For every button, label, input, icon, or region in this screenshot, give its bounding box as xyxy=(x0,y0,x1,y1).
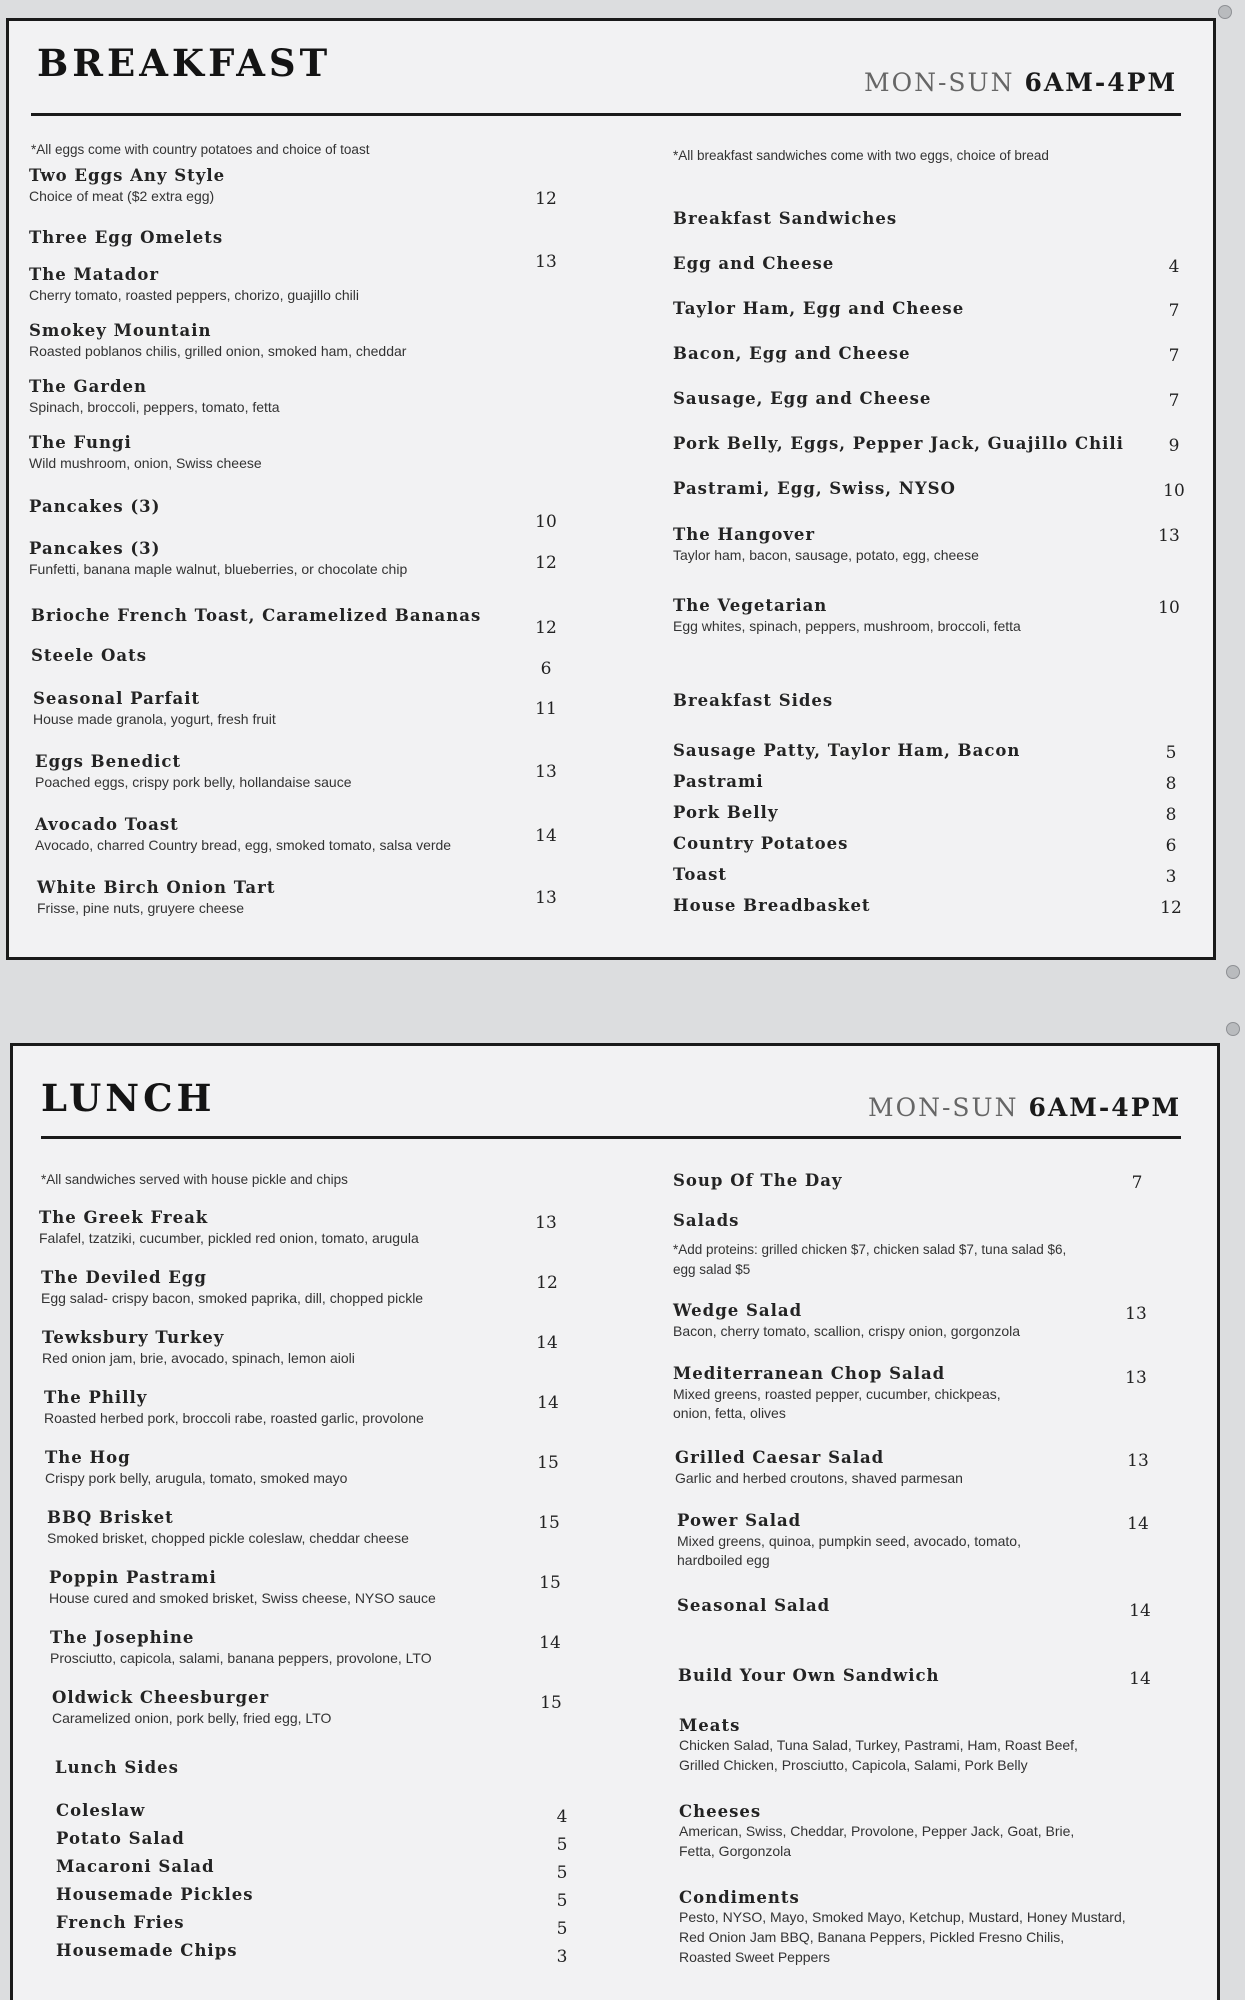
item-price: 7 xyxy=(1168,301,1180,321)
item-name: The Josephine xyxy=(50,1628,195,1647)
item-description: Crispy pork belly, arugula, tomato, smoked mayo xyxy=(45,1470,348,1486)
item-name: Poppin Pastrami xyxy=(49,1568,217,1587)
item-description: Avocado, charred Country bread, egg, smoked tomato, salsa verde xyxy=(35,837,452,853)
breakfast-sides-heading: Breakfast Sides xyxy=(673,691,834,710)
menu-item xyxy=(673,1364,1001,1423)
item-description: Smoked brisket, chopped pickle coleslaw, cheddar cheese xyxy=(47,1530,409,1546)
salads-note: egg salad $5 xyxy=(673,1262,751,1277)
item-description: Cherry tomato, roasted peppers, chorizo, guajillo chili xyxy=(29,287,359,303)
item-description: Choice of meat ($2 extra egg) xyxy=(29,188,215,204)
item-price: 14 xyxy=(536,1333,558,1353)
item-name: Pastrami, Egg, Swiss, NYSO xyxy=(673,479,956,498)
salads-heading: Salads xyxy=(673,1211,740,1230)
item-price: 13 xyxy=(1127,1451,1149,1471)
breakfast-menu xyxy=(6,18,1216,960)
menu-item xyxy=(41,1268,423,1308)
item-price: 12 xyxy=(1160,898,1182,918)
side-item: Potato Salad xyxy=(56,1829,185,1848)
item-price: 3 xyxy=(1165,867,1177,887)
byo-group xyxy=(679,1716,1078,1776)
item-price: 6 xyxy=(1165,836,1177,856)
hours-time: 6AM-4PM xyxy=(1024,68,1178,97)
side-item: House Breadbasket xyxy=(673,896,871,915)
menu-item xyxy=(677,1511,1021,1570)
item-name: The Garden xyxy=(29,377,148,396)
item-description: Bacon, cherry tomato, scallion, crispy onion, gorgonzola xyxy=(673,1323,1021,1339)
side-item: Housemade Pickles xyxy=(56,1885,254,1904)
item-price: 8 xyxy=(1165,774,1177,794)
build-your-own-sandwich xyxy=(678,1666,940,1685)
breakfast-hours xyxy=(864,68,1177,97)
side-item: Toast xyxy=(673,865,727,884)
item-description: Egg whites, spinach, peppers, mushroom, broccoli, fetta xyxy=(673,618,1021,634)
item-description: House cured and smoked brisket, Swiss cheese, NYSO sauce xyxy=(49,1590,436,1606)
item-name: Pancakes (3) xyxy=(29,497,161,516)
soup-price: 7 xyxy=(1131,1173,1143,1193)
item-description: Falafel, tzatziki, cucumber, pickled red onion, tomato, arugula xyxy=(39,1230,419,1246)
item-price: 10 xyxy=(1158,598,1180,618)
item-description: hardboiled egg xyxy=(677,1552,770,1568)
item-price: 14 xyxy=(1129,1601,1151,1621)
menu-item xyxy=(673,299,964,320)
side-item: Macaroni Salad xyxy=(56,1857,215,1876)
menu-item xyxy=(29,166,225,206)
pin-icon xyxy=(1226,965,1240,979)
salads-note: *Add proteins: grilled chicken $7, chicken salad $7, tuna salad $6, xyxy=(673,1242,1067,1257)
menu-item xyxy=(52,1688,331,1728)
item-description: Mixed greens, roasted pepper, cucumber, chickpeas, xyxy=(673,1386,1001,1402)
menu-item xyxy=(47,1508,409,1548)
soup-of-the-day xyxy=(673,1171,843,1190)
byo-options: Grilled Chicken, Prosciutto, Capicola, Salami, Pork Belly xyxy=(679,1757,1028,1773)
item-name: The Fungi xyxy=(29,433,132,452)
hours-days: MON-SUN xyxy=(864,68,1015,97)
byo-options: Roasted Sweet Peppers xyxy=(679,1949,830,1965)
item-price: 10 xyxy=(1163,481,1185,501)
item-name: The Vegetarian xyxy=(673,596,828,615)
item-price: 15 xyxy=(538,1513,560,1533)
item-price: 11 xyxy=(535,699,557,719)
item-price: 15 xyxy=(539,1573,561,1593)
item-name: Oldwick Cheesburger xyxy=(52,1688,270,1707)
menu-item xyxy=(29,321,406,361)
side-item: Coleslaw xyxy=(56,1801,146,1820)
item-price: 13 xyxy=(1125,1368,1147,1388)
byo-group xyxy=(679,1888,1126,1967)
item-description: onion, fetta, olives xyxy=(673,1405,786,1421)
item-description: Roasted poblanos chilis, grilled onion, smoked ham, cheddar xyxy=(29,343,407,359)
item-name: BBQ Brisket xyxy=(47,1508,174,1527)
item-name: The Hog xyxy=(45,1448,131,1467)
lunch-sides-heading: Lunch Sides xyxy=(55,1758,179,1777)
byo-options: Red Onion Jam BBQ, Banana Peppers, Pickled Fresno Chilis, xyxy=(679,1929,1065,1945)
item-price: 12 xyxy=(536,1273,558,1293)
item-description: Wild mushroom, onion, Swiss cheese xyxy=(29,455,262,471)
item-price: 6 xyxy=(540,659,552,679)
byo-price: 14 xyxy=(1129,1669,1151,1689)
item-name: Soup Of The Day xyxy=(673,1171,843,1190)
item-name: Steele Oats xyxy=(31,646,148,665)
menu-item xyxy=(29,265,359,305)
item-name: The Greek Freak xyxy=(39,1208,209,1227)
menu-item xyxy=(673,1301,1020,1341)
item-price: 8 xyxy=(1165,805,1177,825)
item-price: 7 xyxy=(1168,346,1180,366)
item-description: Frisse, pine nuts, gruyere cheese xyxy=(37,900,244,916)
menu-item xyxy=(29,497,160,518)
item-price: 5 xyxy=(556,1863,568,1883)
item-price: 12 xyxy=(535,618,557,638)
lunch-menu xyxy=(10,1043,1220,2000)
item-name: Sausage, Egg and Cheese xyxy=(673,389,932,408)
item-description: Garlic and herbed croutons, shaved parmesan xyxy=(675,1470,963,1486)
lunch-title: LUNCH xyxy=(41,1076,216,1120)
menu-item xyxy=(673,525,979,565)
item-price: 3 xyxy=(556,1947,568,1967)
item-price: 10 xyxy=(535,512,557,532)
item-name: Bacon, Egg and Cheese xyxy=(673,344,911,363)
item-name: The Hangover xyxy=(673,525,816,544)
byo-options: Fetta, Gorgonzola xyxy=(679,1843,792,1859)
item-price: 13 xyxy=(1125,1304,1147,1324)
side-item: Pastrami xyxy=(673,772,764,791)
breakfast-right-note: *All breakfast sandwiches come with two eggs, choice of bread xyxy=(673,148,1049,163)
breakfast-left-note: *All eggs come with country potatoes and choice of toast xyxy=(31,142,370,157)
pin-icon xyxy=(1218,5,1232,19)
lunch-hours xyxy=(868,1093,1181,1122)
item-name: Smokey Mountain xyxy=(29,321,212,340)
menu-item xyxy=(44,1388,424,1428)
byo-group-title: Cheeses xyxy=(679,1802,762,1821)
side-item: Country Potatoes xyxy=(673,834,849,853)
item-name: The Matador xyxy=(29,265,160,284)
item-name: Two Eggs Any Style xyxy=(29,166,226,185)
item-price: 4 xyxy=(1168,257,1180,277)
menu-item xyxy=(29,433,262,473)
item-name: Wedge Salad xyxy=(673,1301,803,1320)
item-description: Spinach, broccoli, peppers, tomato, fetta xyxy=(29,399,280,415)
header-rule xyxy=(31,113,1181,116)
item-description: Egg salad- crispy bacon, smoked paprika, dill, chopped pickle xyxy=(41,1290,424,1306)
breakfast-sandwiches-heading: Breakfast Sandwiches xyxy=(673,209,898,228)
menu-item xyxy=(29,228,223,249)
item-name: Three Egg Omelets xyxy=(29,228,224,247)
menu-item xyxy=(29,377,280,417)
menu-item xyxy=(31,606,481,627)
byo-group xyxy=(679,1802,1074,1862)
item-price: 13 xyxy=(535,888,557,908)
item-name: Pancakes (3) xyxy=(29,539,161,558)
item-description: Poached eggs, crispy pork belly, hollandaise sauce xyxy=(35,774,352,790)
side-item: Pork Belly xyxy=(673,803,779,822)
side-item: Housemade Chips xyxy=(56,1941,238,1960)
menu-item xyxy=(37,878,275,918)
item-price: 14 xyxy=(537,1393,559,1413)
hours-time: 6AM-4PM xyxy=(1028,1093,1182,1122)
menu-item xyxy=(45,1448,347,1488)
item-name: Egg and Cheese xyxy=(673,254,835,273)
item-name: Tewksbury Turkey xyxy=(42,1328,225,1347)
menu-item xyxy=(673,254,834,275)
item-price: 13 xyxy=(535,1213,557,1233)
item-description: Red onion jam, brie, avocado, spinach, lemon aioli xyxy=(42,1350,355,1366)
item-price: 14 xyxy=(535,826,557,846)
byo-group-title: Meats xyxy=(679,1716,741,1735)
item-name: Grilled Caesar Salad xyxy=(675,1448,885,1467)
item-name: Seasonal Salad xyxy=(677,1596,831,1615)
menu-item xyxy=(677,1596,830,1617)
breakfast-title: BREAKFAST xyxy=(37,41,332,85)
item-description: Funfetti, banana maple walnut, blueberries, or chocolate chip xyxy=(29,561,408,577)
item-price: 15 xyxy=(540,1693,562,1713)
item-description: Caramelized onion, pork belly, fried egg, LTO xyxy=(52,1710,332,1726)
menu-item xyxy=(673,479,956,500)
item-name: Mediterranean Chop Salad xyxy=(673,1364,946,1383)
item-name: The Philly xyxy=(44,1388,148,1407)
menu-item xyxy=(673,434,1124,455)
menu-item xyxy=(31,646,147,667)
menu-item xyxy=(673,389,931,410)
menu-item xyxy=(33,689,276,729)
header-rule xyxy=(41,1136,1181,1139)
byo-group-title: Condiments xyxy=(679,1888,800,1907)
item-name: Seasonal Parfait xyxy=(33,689,201,708)
item-price: 4 xyxy=(556,1807,568,1827)
side-item: French Fries xyxy=(56,1913,185,1932)
item-name: Build Your Own Sandwich xyxy=(678,1666,940,1685)
item-price: 13 xyxy=(535,252,557,272)
item-name: Eggs Benedict xyxy=(35,752,182,771)
item-price: 5 xyxy=(556,1835,568,1855)
item-description: Roasted herbed pork, broccoli rabe, roasted garlic, provolone xyxy=(44,1410,424,1426)
byo-options: American, Swiss, Cheddar, Provolone, Pepper Jack, Goat, Brie, xyxy=(679,1823,1075,1839)
menu-item xyxy=(42,1328,355,1368)
byo-options: Pesto, NYSO, Mayo, Smoked Mayo, Ketchup, Mustard, Honey Mustard, xyxy=(679,1909,1126,1925)
item-name: Power Salad xyxy=(677,1511,802,1530)
menu-item xyxy=(29,539,407,579)
item-name: Taylor Ham, Egg and Cheese xyxy=(673,299,965,318)
menu-item xyxy=(675,1448,963,1488)
item-name: White Birch Onion Tart xyxy=(37,878,276,897)
item-price: 14 xyxy=(1127,1514,1149,1534)
item-price: 5 xyxy=(1165,743,1177,763)
menu-item xyxy=(35,815,451,855)
item-description: Taylor ham, bacon, sausage, potato, egg, cheese xyxy=(673,547,979,563)
lunch-left-note: *All sandwiches served with house pickle and chips xyxy=(41,1172,348,1187)
item-name: The Deviled Egg xyxy=(41,1268,207,1287)
item-price: 9 xyxy=(1168,436,1180,456)
menu-item xyxy=(50,1628,432,1668)
item-price: 12 xyxy=(535,553,557,573)
item-description: House made granola, yogurt, fresh fruit xyxy=(33,711,276,727)
byo-options: Chicken Salad, Tuna Salad, Turkey, Pastrami, Ham, Roast Beef, xyxy=(679,1737,1078,1753)
item-price: 13 xyxy=(535,762,557,782)
item-description: Prosciutto, capicola, salami, banana peppers, provolone, LTO xyxy=(50,1650,432,1666)
menu-item xyxy=(35,752,351,792)
side-item: Sausage Patty, Taylor Ham, Bacon xyxy=(673,741,1021,760)
menu-item xyxy=(39,1208,419,1248)
item-price: 12 xyxy=(535,189,557,209)
item-name: Pork Belly, Eggs, Pepper Jack, Guajillo Chili xyxy=(673,434,1124,453)
menu-item xyxy=(673,596,1021,636)
item-name: Brioche French Toast, Caramelized Bananas xyxy=(31,606,482,625)
pin-icon xyxy=(1226,1022,1240,1036)
item-price: 14 xyxy=(539,1633,561,1653)
item-description: Mixed greens, quinoa, pumpkin seed, avocado, tomato, xyxy=(677,1533,1021,1549)
item-price: 5 xyxy=(556,1891,568,1911)
item-price: 15 xyxy=(537,1453,559,1473)
item-price: 7 xyxy=(1168,391,1180,411)
item-name: Avocado Toast xyxy=(35,815,179,834)
menu-item xyxy=(49,1568,436,1608)
item-price: 13 xyxy=(1158,526,1180,546)
menu-item xyxy=(673,344,910,365)
hours-days: MON-SUN xyxy=(868,1093,1019,1122)
item-price: 5 xyxy=(556,1919,568,1939)
